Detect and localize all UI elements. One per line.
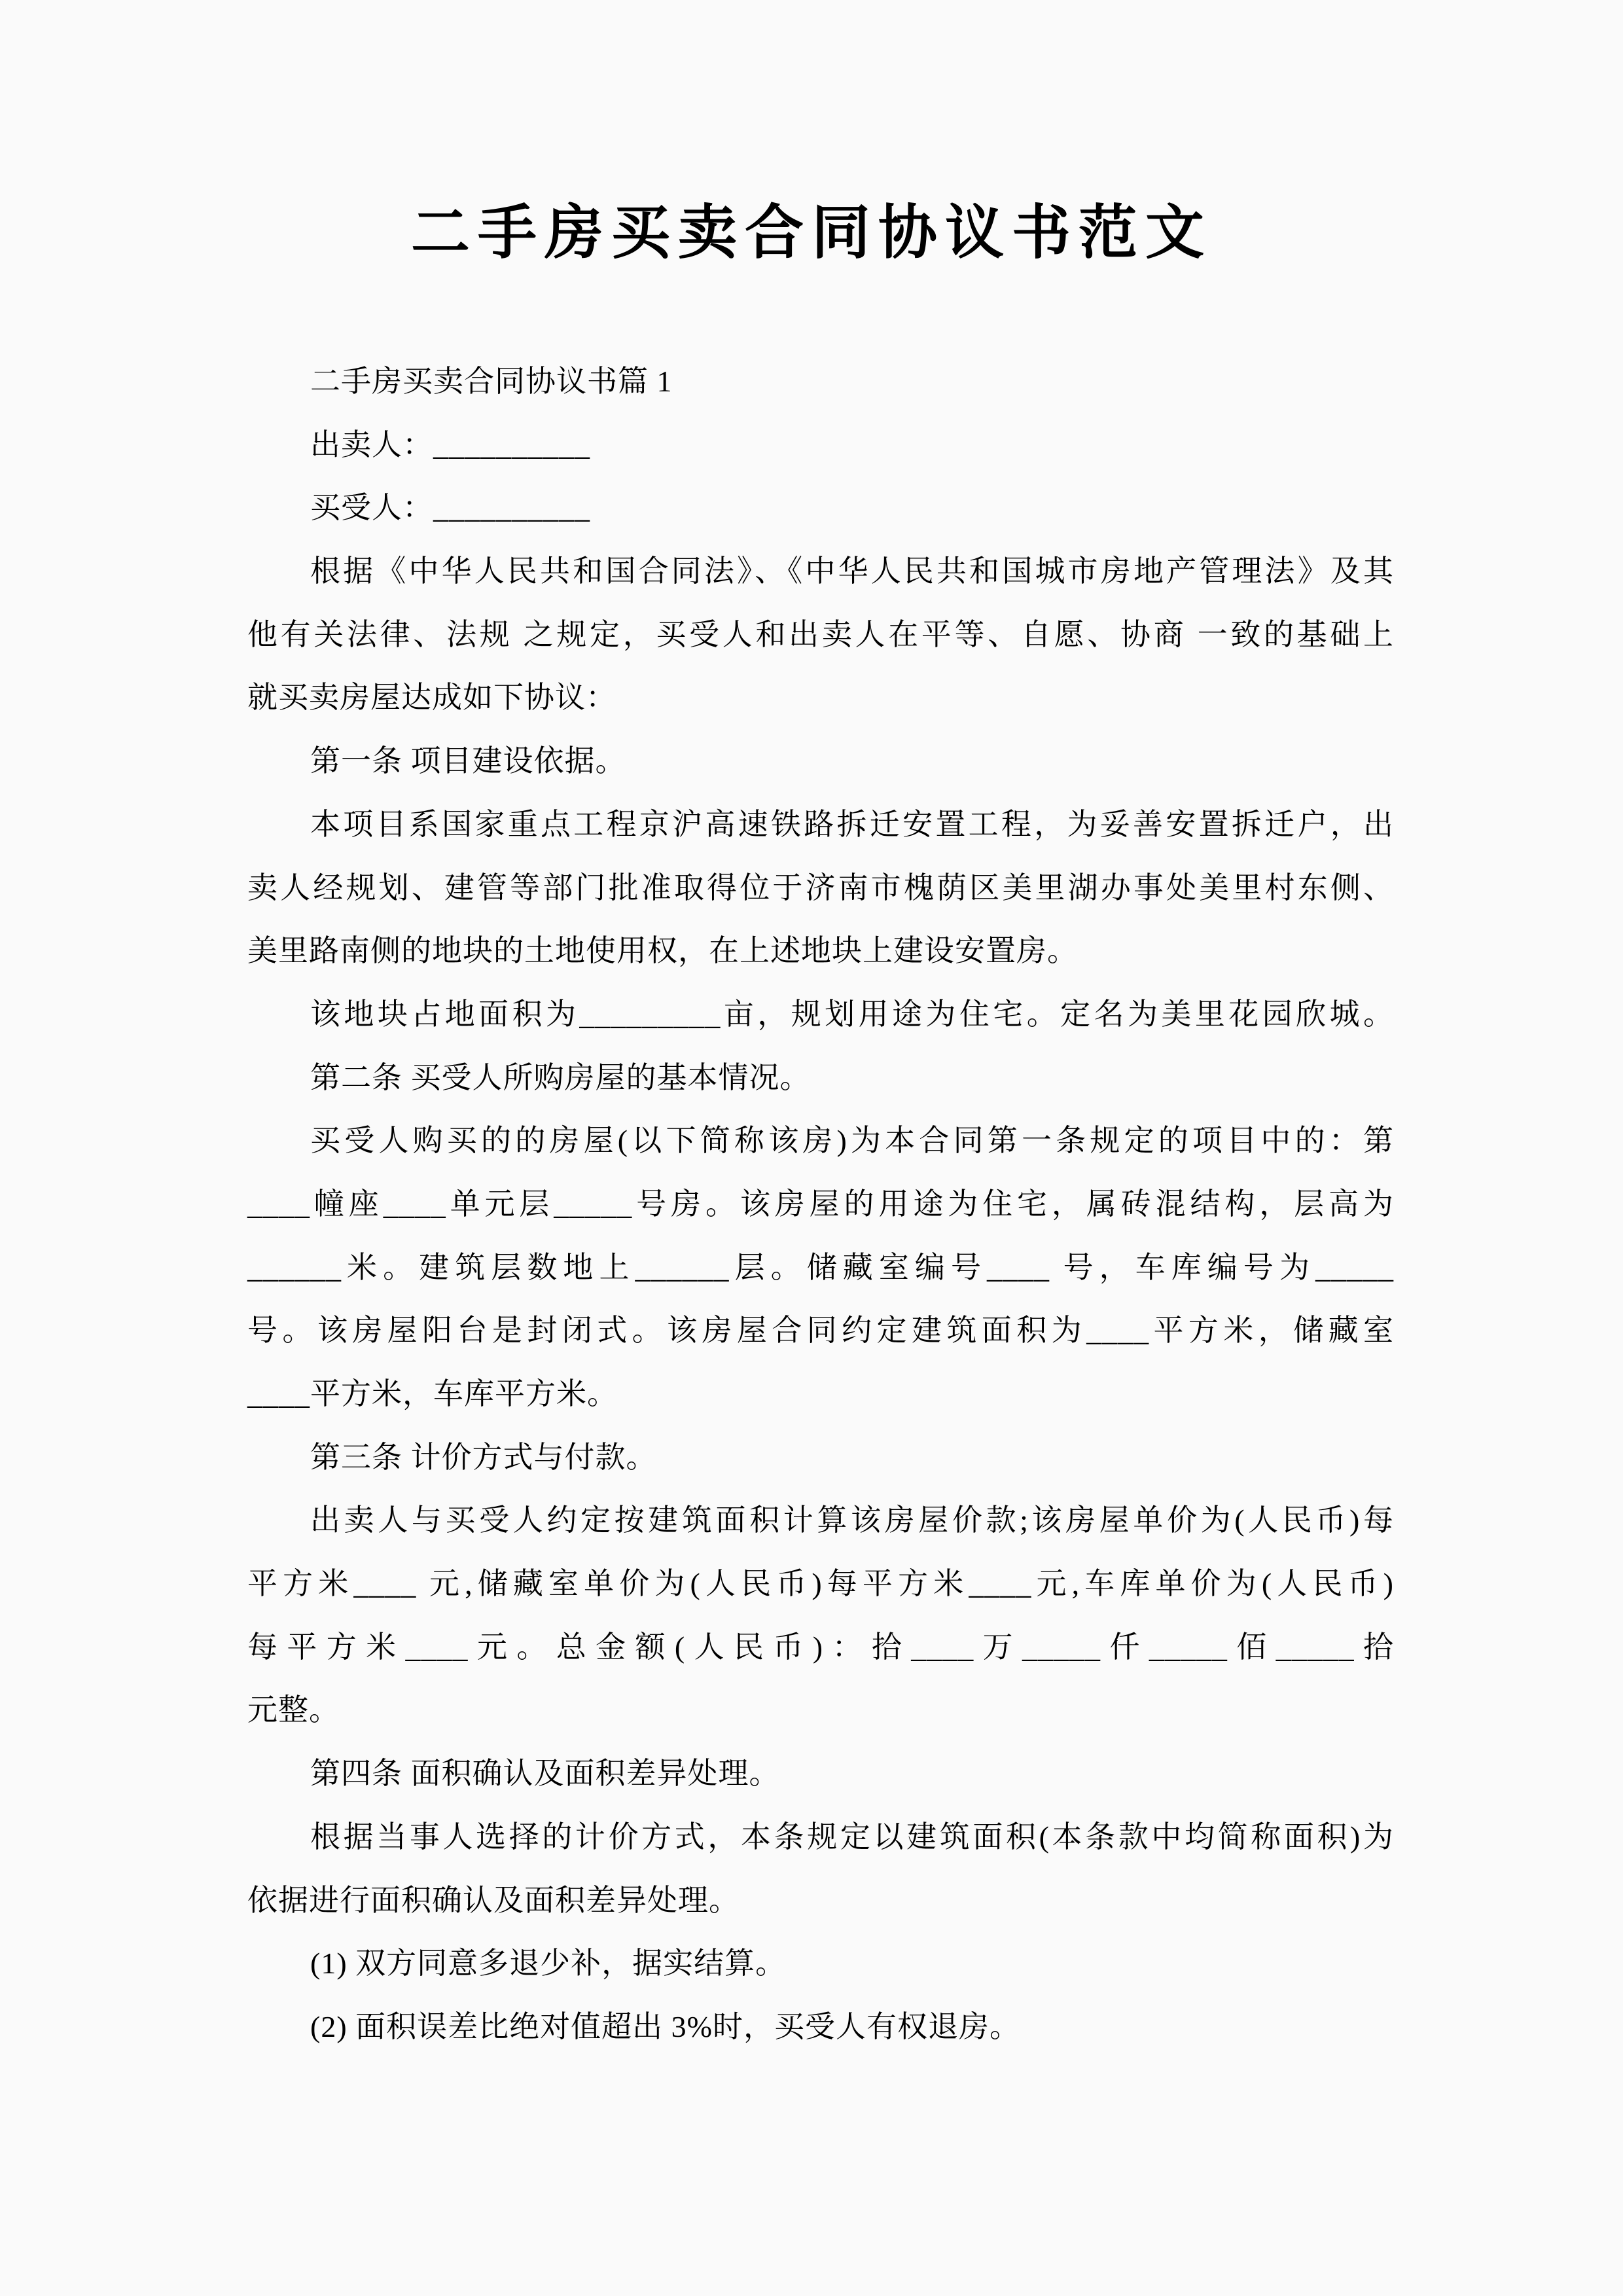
document-line: 根据当事人选择的计价方式，本条规定以建筑面积(本条款中均简称面积)为 xyxy=(310,1820,1394,1854)
document-line: 号。该房屋阳台是封闭式。该房屋合同约定建筑面积为____平方米，储藏室 xyxy=(247,1314,1394,1348)
document-line: 出卖人与买受人约定按建筑面积计算该房屋价款;该房屋单价为(人民币)每 xyxy=(310,1503,1394,1537)
document-line: 卖人经规划、建管等部门批准取得位于济南市槐荫区美里湖办事处美里村东侧、 xyxy=(247,870,1394,905)
document-line: 第三条 计价方式与付款。 xyxy=(310,1440,657,1474)
document-line: 元整。 xyxy=(247,1693,340,1727)
document-line: 美里路南侧的地块的土地使用权，在上述地块上建设安置房。 xyxy=(247,934,1078,968)
document-line: ______米。建筑层数地上______层。储藏室编号____ 号，车库编号为_____ xyxy=(247,1250,1395,1284)
document-line: 买受人：__________ xyxy=(310,491,590,525)
document-line: 每平方米____元。总金额(人民币)：拾____万_____仟_____佰_____拾 xyxy=(247,1630,1394,1664)
page-title: 二手房买卖合同协议书范文 xyxy=(411,201,1212,266)
document-line: 根据《中华人民共和国合同法》、《中华人民共和国城市房地产管理法》及其 xyxy=(310,554,1394,588)
document-line: 二手房买卖合同协议书篇 1 xyxy=(310,365,673,398)
document-line: 就买卖房屋达成如下协议： xyxy=(247,681,616,715)
document-line: 本项目系国家重点工程京沪高速铁路拆迁安置工程，为妥善安置拆迁户，出 xyxy=(310,807,1394,841)
document-line: 第一条 项目建设依据。 xyxy=(310,744,626,778)
document-line: ____幢座____单元层_____号房。该房屋的用途为住宅，属砖混结构，层高为 xyxy=(247,1187,1394,1221)
document-line: ____平方米，车库平方米。 xyxy=(247,1377,618,1410)
document-line: 该地块占地面积为_________亩，规划用途为住宅。定名为美里花园欣城。 xyxy=(310,997,1394,1031)
document-line: 第四条 面积确认及面积差异处理。 xyxy=(310,1757,780,1791)
document-line: 依据进行面积确认及面积差异处理。 xyxy=(247,1883,740,1917)
document-line: (2) 面积误差比绝对值超出 3%时，买受人有权退房。 xyxy=(310,2009,1020,2043)
document-line: 平方米____ 元,储藏室单价为(人民币)每平方米____元,车库单价为(人民币) xyxy=(247,1567,1394,1601)
document-line: 第二条 买受人所购房屋的基本情况。 xyxy=(310,1060,811,1094)
document-body xyxy=(247,350,1394,2059)
document-line: (1) 双方同意多退少补，据实结算。 xyxy=(310,1946,787,1981)
document-line: 出卖人：__________ xyxy=(310,427,590,461)
document-line: 买受人购买的的房屋(以下简称该房)为本合同第一条规定的项目中的：第 xyxy=(310,1124,1394,1158)
document-line: 他有关法律、法规 之规定，买受人和出卖人在平等、自愿、协商 一致的基础上 xyxy=(247,617,1394,651)
